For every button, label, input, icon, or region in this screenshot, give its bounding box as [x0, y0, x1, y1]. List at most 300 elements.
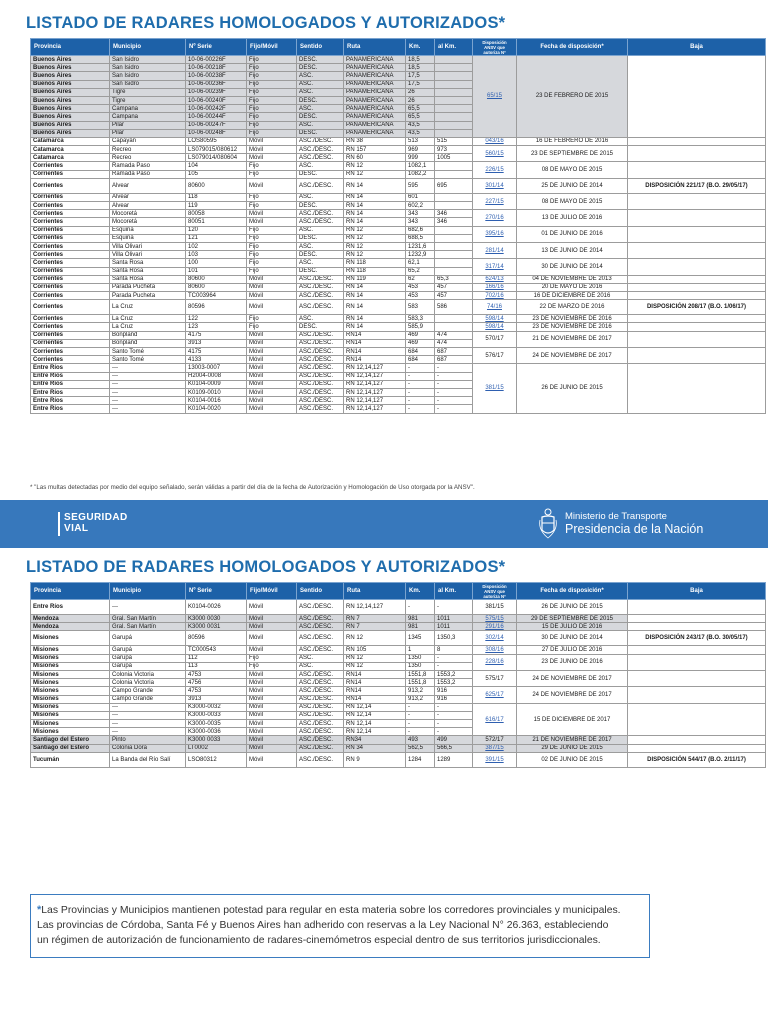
cell-serie: 113	[186, 662, 247, 670]
cell-serie: 10-06-00236F	[186, 80, 247, 88]
cell-ruta: RN 7	[344, 615, 406, 623]
cell-provincia: Entre Ríos	[31, 600, 110, 615]
cell-serie: 120	[186, 226, 247, 234]
cell-al-km	[435, 56, 473, 64]
cell-fijo-movil: Móvil	[247, 348, 297, 356]
disposicion-link[interactable]: 381/15	[473, 364, 517, 413]
cell-fecha: 30 DE JUNIO DE 2014	[517, 259, 628, 275]
cell-ruta: RN 60	[344, 154, 406, 162]
cell-km: -	[406, 405, 435, 413]
cell-km: 1350	[406, 662, 435, 670]
cell-al-km	[435, 259, 473, 267]
disposicion-link: 572/17	[473, 736, 517, 744]
cell-baja	[628, 275, 766, 283]
cell-km: 601	[406, 193, 435, 201]
cell-fecha: 24 DE NOVIEMBRE DE 2017	[517, 348, 628, 364]
cell-serie: K0104-0026	[186, 600, 247, 615]
cell-municipio: Recreo	[110, 146, 186, 154]
cell-serie: K0109-0010	[186, 388, 247, 396]
disposicion-link[interactable]: 043/16	[473, 137, 517, 145]
cell-provincia: Corrientes	[31, 170, 110, 178]
disposicion-link[interactable]: 308/16	[473, 646, 517, 654]
cell-provincia: Corrientes	[31, 267, 110, 275]
cell-sentido: ASC./DESC.	[297, 752, 344, 767]
header-fijo-movil: Fijo/Móvil	[247, 583, 297, 600]
cell-km: 1231,6	[406, 242, 435, 250]
cell-sentido: DESC.	[297, 113, 344, 121]
cell-municipio: Alvear	[110, 202, 186, 210]
header-ruta: Ruta	[344, 39, 406, 56]
cell-sentido: ASC./DESC.	[297, 283, 344, 291]
cell-fijo-movil: Móvil	[247, 356, 297, 364]
cell-serie: K0104-0016	[186, 397, 247, 405]
cell-fijo-movil: Móvil	[247, 744, 297, 752]
cell-km: 18,5	[406, 64, 435, 72]
cell-fijo-movil: Móvil	[247, 210, 297, 218]
cell-km: 1551,8	[406, 679, 435, 687]
cell-ruta: PANAMERICANA	[344, 129, 406, 137]
disposicion-link[interactable]: 317/14	[473, 259, 517, 275]
disposicion-link[interactable]: 302/14	[473, 631, 517, 646]
cell-serie: K3000-0033	[186, 711, 247, 719]
cell-fecha: 04 DE NOVIEMBRE DE 2013	[517, 275, 628, 283]
table-row	[31, 275, 766, 283]
cell-serie: K3000-0032	[186, 703, 247, 711]
cell-baja: DISPOSICIÓN 221/17 (B.O. 29/05/17)	[628, 178, 766, 193]
cell-serie: 103	[186, 251, 247, 259]
cell-km: 62,1	[406, 259, 435, 267]
disposicion-link[interactable]: 624/13	[473, 275, 517, 283]
cell-municipio: Mocoretá	[110, 210, 186, 218]
disposicion-link[interactable]: 228/16	[473, 654, 517, 670]
cell-km: -	[406, 703, 435, 711]
cell-al-km: 687	[435, 356, 473, 364]
cell-baja: DISPOSICIÓN 208/17 (B.O. 1/06/17)	[628, 300, 766, 315]
cell-km: -	[406, 380, 435, 388]
cell-fecha: 23 DE SEPTIEMBRE DE 2015	[517, 146, 628, 162]
cell-serie: 80600	[186, 178, 247, 193]
cell-ruta: RN 12,14,127	[344, 388, 406, 396]
cell-baja	[628, 162, 766, 178]
header-fijo-movil: Fijo/Móvil	[247, 39, 297, 56]
cell-ruta: RN 12	[344, 242, 406, 250]
cell-al-km	[435, 226, 473, 234]
cell-provincia: Corrientes	[31, 202, 110, 210]
cell-municipio: ---	[110, 720, 186, 728]
cell-serie: 10-06-00248F	[186, 129, 247, 137]
cell-provincia: Corrientes	[31, 226, 110, 234]
cell-fecha: 13 DE JUNIO DE 2014	[517, 242, 628, 258]
disposicion-link[interactable]: 702/16	[473, 292, 517, 300]
cell-km: 981	[406, 615, 435, 623]
cell-fecha: 23 DE FEBRERO DE 2015	[517, 56, 628, 138]
table-row	[31, 331, 766, 339]
cell-sentido: ASC./DESC.	[297, 275, 344, 283]
cell-ruta: RN 14	[344, 193, 406, 201]
cell-sentido: ASC./DESC.	[297, 137, 344, 145]
cell-sentido: ASC./DESC.	[297, 670, 344, 678]
cell-municipio: Colonia Dora	[110, 744, 186, 752]
cell-ruta: RN 7	[344, 623, 406, 631]
cell-provincia: Corrientes	[31, 210, 110, 218]
cell-fijo-movil: Móvil	[247, 703, 297, 711]
coat-of-arms-icon	[539, 508, 557, 540]
cell-serie: LOS80595	[186, 137, 247, 145]
cell-serie: 4753	[186, 687, 247, 695]
cell-municipio: Campo Grande	[110, 687, 186, 695]
cell-al-km: 499	[435, 736, 473, 744]
cell-provincia: Misiones	[31, 695, 110, 703]
cell-al-km: 1289	[435, 752, 473, 767]
cell-fecha: 02 DE JUNIO DE 2015	[517, 752, 628, 767]
cell-provincia: Entre Ríos	[31, 380, 110, 388]
cell-fijo-movil: Móvil	[247, 670, 297, 678]
cell-provincia: Corrientes	[31, 193, 110, 201]
disposicion-link[interactable]: 575/15	[473, 615, 517, 623]
cell-ruta: RN 12	[344, 662, 406, 670]
cell-fijo-movil: Fijo	[247, 113, 297, 121]
cell-baja	[628, 242, 766, 258]
table-row	[31, 670, 766, 678]
cell-al-km	[435, 72, 473, 80]
cell-baja	[628, 646, 766, 654]
cell-ruta: PANAMERICANA	[344, 64, 406, 72]
cell-km: -	[406, 720, 435, 728]
cell-ruta: RN 12	[344, 162, 406, 170]
cell-fijo-movil: Móvil	[247, 292, 297, 300]
cell-sentido: ASC./DESC.	[297, 615, 344, 623]
cell-baja	[628, 364, 766, 413]
cell-fijo-movil: Fijo	[247, 80, 297, 88]
cell-serie: 4133	[186, 356, 247, 364]
cell-sentido: ASC./DESC.	[297, 178, 344, 193]
cell-ruta: RN34	[344, 736, 406, 744]
disposicion-link[interactable]: 74/16	[473, 300, 517, 315]
cell-sentido: ASC.	[297, 315, 344, 323]
cell-fijo-movil: Móvil	[247, 631, 297, 646]
cell-fecha: 25 DE JUNIO DE 2014	[517, 178, 628, 193]
cell-municipio: Gral. San Martín	[110, 623, 186, 631]
cell-serie: LSO80312	[186, 752, 247, 767]
cell-km: 343	[406, 218, 435, 226]
table-row	[31, 631, 766, 646]
cell-baja: DISPOSICIÓN 243/17 (B.O. 30/05/17)	[628, 631, 766, 646]
table-row	[31, 736, 766, 744]
cell-serie: 3913	[186, 339, 247, 347]
cell-fijo-movil: Fijo	[247, 654, 297, 662]
cell-serie: 10-06-00218F	[186, 64, 247, 72]
cell-municipio: Villa Olivari	[110, 242, 186, 250]
cell-serie: 123	[186, 323, 247, 331]
cell-al-km: 346	[435, 218, 473, 226]
cell-sentido: DESC.	[297, 251, 344, 259]
cell-km: 583,3	[406, 315, 435, 323]
cell-fijo-movil: Fijo	[247, 72, 297, 80]
cell-provincia: Corrientes	[31, 283, 110, 291]
cell-fijo-movil: Fijo	[247, 323, 297, 331]
cell-al-km	[435, 315, 473, 323]
cell-km: 18,5	[406, 56, 435, 64]
cell-ruta: PANAMERICANA	[344, 113, 406, 121]
disposicion-link[interactable]: 166/16	[473, 283, 517, 291]
table-row	[31, 193, 766, 201]
cell-sentido: DESC.	[297, 202, 344, 210]
cell-provincia: Misiones	[31, 670, 110, 678]
cell-serie: H2004-0008	[186, 372, 247, 380]
cell-sentido: ASC./DESC.	[297, 720, 344, 728]
cell-municipio: Esquina	[110, 234, 186, 242]
header-fecha: Fecha de disposición*	[517, 39, 628, 56]
cell-provincia: Buenos Aires	[31, 105, 110, 113]
cell-municipio: Tigre	[110, 96, 186, 104]
page-section-2	[0, 548, 768, 1024]
cell-al-km: 1005	[435, 154, 473, 162]
cell-km: 1082,1	[406, 162, 435, 170]
note-line-2: Las provincias de Córdoba, Santa Fé y Buenos Aires han adherido con reservas a la Ley Nacional N° 26.363, estableciendo	[37, 920, 609, 931]
cell-fijo-movil: Móvil	[247, 218, 297, 226]
cell-serie: LS079015/080612	[186, 146, 247, 154]
cell-al-km	[435, 121, 473, 129]
cell-serie: LS079014/080604	[186, 154, 247, 162]
disposicion-link[interactable]: 387/15	[473, 744, 517, 752]
cell-al-km: 1011	[435, 623, 473, 631]
header-ruta: Ruta	[344, 583, 406, 600]
cell-provincia: Entre Ríos	[31, 364, 110, 372]
footnote: * "Las multas detectadas por medio del equipo señalado, serán válidas a partir del día de la fecha de Autorización y Homologación de Uso otorgada por la ANSV".	[30, 484, 475, 491]
cell-municipio: ---	[110, 380, 186, 388]
cell-municipio: Ramada Paso	[110, 170, 186, 178]
note-text-1: Las Provincias y Municipios mantienen potestad para regular en esta materia sobre los corredores provinciales y municipales.	[41, 905, 621, 916]
cell-municipio: Santo Tomé	[110, 356, 186, 364]
cell-municipio: ---	[110, 405, 186, 413]
cell-baja	[628, 193, 766, 209]
cell-provincia: Mendoza	[31, 615, 110, 623]
cell-sentido: ASC./DESC.	[297, 364, 344, 372]
cell-baja	[628, 736, 766, 744]
cell-km: 493	[406, 736, 435, 744]
header-al-km: al Km.	[435, 583, 473, 600]
disposicion-link[interactable]: 598/14	[473, 323, 517, 331]
cell-ruta: RN 12,14,127	[344, 380, 406, 388]
cell-al-km	[435, 129, 473, 137]
cell-km: 65,5	[406, 105, 435, 113]
disposicion-link[interactable]: 65/15	[473, 56, 517, 138]
cell-fecha: 23 DE NOVIEMBRE DE 2016	[517, 315, 628, 323]
cell-municipio: Santa Rosa	[110, 267, 186, 275]
cell-municipio: La Cruz	[110, 300, 186, 315]
table-row	[31, 687, 766, 695]
cell-municipio: Recreo	[110, 154, 186, 162]
cell-sentido: ASC./DESC.	[297, 300, 344, 315]
cell-fecha: 08 DE MAYO DE 2015	[517, 162, 628, 178]
cell-km: -	[406, 728, 435, 736]
table-row	[31, 137, 766, 145]
cell-sentido: ASC.	[297, 121, 344, 129]
presidencia-text: Presidencia de la Nación	[565, 522, 704, 536]
cell-sentido: ASC.	[297, 88, 344, 96]
cell-baja	[628, 670, 766, 686]
table-row	[31, 623, 766, 631]
cell-municipio: ---	[110, 364, 186, 372]
cell-fecha: 26 DE JUNIO DE 2015	[517, 600, 628, 615]
cell-fijo-movil: Fijo	[247, 64, 297, 72]
cell-km: 65,5	[406, 113, 435, 121]
header-baja: Baja	[628, 583, 766, 600]
cell-km: 913,2	[406, 687, 435, 695]
disposicion-link[interactable]: 270/16	[473, 210, 517, 226]
cell-fecha: 15 DE JULIO DE 2016	[517, 623, 628, 631]
cell-al-km: -	[435, 405, 473, 413]
cell-provincia: Buenos Aires	[31, 80, 110, 88]
cell-provincia: Misiones	[31, 728, 110, 736]
cell-al-km	[435, 96, 473, 104]
cell-km: -	[406, 364, 435, 372]
cell-km: 1	[406, 646, 435, 654]
cell-sentido: ASC./DESC.	[297, 356, 344, 364]
cell-ruta: PANAMERICANA	[344, 56, 406, 64]
banner-divider	[58, 512, 60, 536]
cell-municipio: Villa Olivari	[110, 251, 186, 259]
cell-ruta: RN 12	[344, 631, 406, 646]
table-row	[31, 600, 766, 615]
header-serie: Nº Serie	[186, 583, 247, 600]
cell-fecha: 20 DE MAYO DE 2016	[517, 283, 628, 291]
cell-serie: 80596	[186, 631, 247, 646]
disposicion-link[interactable]: 616/17	[473, 703, 517, 736]
disposicion-link[interactable]: 291/16	[473, 623, 517, 631]
legal-note-box	[30, 894, 650, 958]
cell-km: 469	[406, 331, 435, 339]
cell-al-km: 1011	[435, 615, 473, 623]
cell-al-km	[435, 234, 473, 242]
cell-baja	[628, 615, 766, 623]
cell-provincia: Corrientes	[31, 218, 110, 226]
cell-sentido: ASC.	[297, 162, 344, 170]
disposicion-link[interactable]: 625/17	[473, 687, 517, 703]
cell-ruta: RN 12,14	[344, 711, 406, 719]
cell-fecha: 24 DE NOVIEMBRE DE 2017	[517, 670, 628, 686]
cell-al-km: 1350,3	[435, 631, 473, 646]
cell-provincia: Corrientes	[31, 348, 110, 356]
disposicion-link[interactable]: 301/14	[473, 178, 517, 193]
cell-fijo-movil: Móvil	[247, 600, 297, 615]
cell-provincia: Corrientes	[31, 234, 110, 242]
cell-al-km: 474	[435, 339, 473, 347]
cell-provincia: Catamarca	[31, 154, 110, 162]
table-row	[31, 752, 766, 767]
cell-municipio: Pilar	[110, 129, 186, 137]
cell-provincia: Corrientes	[31, 275, 110, 283]
cell-provincia: Corrientes	[31, 331, 110, 339]
cell-sentido: ASC./DESC.	[297, 154, 344, 162]
disposicion-link: 575/17	[473, 670, 517, 686]
table-body	[31, 56, 766, 414]
cell-baja	[628, 226, 766, 242]
cell-provincia: Corrientes	[31, 242, 110, 250]
radar-table-1	[30, 38, 766, 414]
disposicion-link[interactable]: 391/15	[473, 752, 517, 767]
cell-al-km: -	[435, 397, 473, 405]
cell-ruta: RN 14	[344, 178, 406, 193]
cell-provincia: Corrientes	[31, 356, 110, 364]
cell-serie: 80596	[186, 300, 247, 315]
cell-serie: 10-06-00238F	[186, 72, 247, 80]
cell-sentido: ASC./DESC.	[297, 339, 344, 347]
cell-fijo-movil: Móvil	[247, 711, 297, 719]
header-disposicion: Disposición ANSV que autoriza Nº	[473, 39, 517, 56]
cell-municipio: ---	[110, 397, 186, 405]
cell-ruta: PANAMERICANA	[344, 80, 406, 88]
cell-sentido: ASC.	[297, 193, 344, 201]
cell-ruta: PANAMERICANA	[344, 88, 406, 96]
cell-fijo-movil: Móvil	[247, 380, 297, 388]
cell-km: 1284	[406, 752, 435, 767]
cell-fijo-movil: Fijo	[247, 129, 297, 137]
table-row	[31, 323, 766, 331]
cell-provincia: Mendoza	[31, 623, 110, 631]
cell-fijo-movil: Móvil	[247, 339, 297, 347]
cell-sentido: ASC.	[297, 72, 344, 80]
table-row	[31, 364, 766, 372]
cell-fijo-movil: Fijo	[247, 162, 297, 170]
cell-serie: 10-06-00239F	[186, 88, 247, 96]
cell-municipio: ---	[110, 711, 186, 719]
disposicion-link[interactable]: 598/14	[473, 315, 517, 323]
cell-serie: 102	[186, 242, 247, 250]
cell-serie: 80051	[186, 218, 247, 226]
disposicion-link: 576/17	[473, 348, 517, 364]
cell-municipio: Bonpland	[110, 331, 186, 339]
cell-fecha: 13 DE JULIO DE 2016	[517, 210, 628, 226]
header-km: Km.	[406, 39, 435, 56]
cell-al-km: 973	[435, 146, 473, 154]
cell-sentido: ASC./DESC.	[297, 744, 344, 752]
cell-sentido: DESC.	[297, 170, 344, 178]
cell-municipio: ---	[110, 372, 186, 380]
cell-baja	[628, 315, 766, 323]
cell-fijo-movil: Fijo	[247, 96, 297, 104]
cell-sentido: ASC./DESC.	[297, 728, 344, 736]
cell-serie: 3913	[186, 695, 247, 703]
cell-km: 26	[406, 88, 435, 96]
header-sentido: Sentido	[297, 583, 344, 600]
cell-sentido: ASC.	[297, 242, 344, 250]
cell-km: 969	[406, 146, 435, 154]
disposicion-link[interactable]: 395/16	[473, 226, 517, 242]
cell-serie: 10-06-00242F	[186, 105, 247, 113]
cell-provincia: Misiones	[31, 720, 110, 728]
cell-sentido: ASC./DESC.	[297, 679, 344, 687]
cell-sentido: ASC.	[297, 105, 344, 113]
cell-al-km: -	[435, 662, 473, 670]
disposicion-link[interactable]: 560/15	[473, 146, 517, 162]
disposicion-link[interactable]: 226/15	[473, 162, 517, 178]
cell-sentido: DESC.	[297, 129, 344, 137]
cell-km: 602,2	[406, 202, 435, 210]
cell-al-km: 65,3	[435, 275, 473, 283]
cell-baja	[628, 687, 766, 703]
disposicion-link[interactable]: 281/14	[473, 242, 517, 258]
disposicion-link[interactable]: 227/15	[473, 193, 517, 209]
cell-fecha: 21 DE NOVIEMBRE DE 2017	[517, 736, 628, 744]
cell-municipio: La Banda del Río Salí	[110, 752, 186, 767]
cell-fijo-movil: Fijo	[247, 226, 297, 234]
cell-ruta: PANAMERICANA	[344, 121, 406, 129]
cell-baja	[628, 348, 766, 364]
cell-provincia: Corrientes	[31, 178, 110, 193]
cell-fijo-movil: Móvil	[247, 275, 297, 283]
cell-fecha: 29 DE JUNIO DE 2015	[517, 744, 628, 752]
